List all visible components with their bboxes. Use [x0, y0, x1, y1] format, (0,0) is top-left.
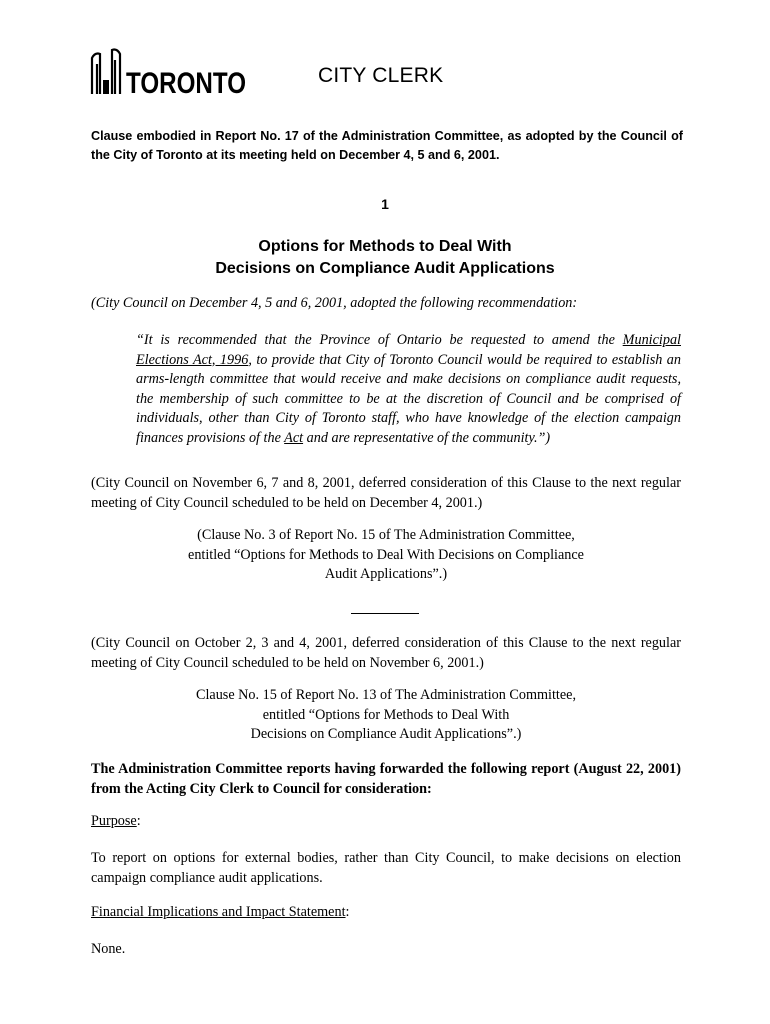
- reference-oct-line-2: entitled “Options for Methods to Deal With: [262, 706, 510, 723]
- title-line-1: Options for Methods to Deal With: [258, 238, 512, 255]
- title-line-2: Decisions on Compliance Audit Applications: [215, 260, 555, 277]
- committee-report-intro: The Administration Committee reports having forwarded the following report (August 22, 2001) from the Acting City Clerk to Council for consideration:: [91, 761, 681, 797]
- reference-oct-line-3: Decisions on Compliance Audit Applications”.): [250, 726, 522, 743]
- section-divider: [351, 613, 419, 614]
- department-title: CITY CLERK: [318, 64, 444, 87]
- reference-nov-line-3: Audit Applications”.): [324, 566, 448, 583]
- purpose-heading: [91, 812, 681, 832]
- purpose-heading-label: Purpose: [91, 813, 137, 829]
- financial-text: None.: [91, 941, 126, 957]
- recommendation-part-2: , to provide that City of Toronto Council would be required to establish an arms-length committee that would receive and make decisions on compliance audit requests, the membership of such committee to be at the discretion of Council and be comprised of individuals, other than City of Toronto staff, who have knowledge of the election campaign finances provisions of the: [136, 351, 681, 446]
- reference-nov-line-1: (Clause No. 3 of Report No. 15 of The Administration Committee,: [197, 527, 575, 543]
- act-name-reference: Municipal Elections Act, 1996: [136, 332, 681, 368]
- financial-heading: [91, 903, 681, 923]
- financial-heading-colon: :: [345, 904, 350, 920]
- purpose-text: To report on options for external bodies, rather than City Council, to make decisions on election campaign compliance audit applications.: [91, 850, 681, 886]
- council-adopted-note: (City Council on December 4, 5 and 6, 2001, adopted the following recommendation:: [91, 295, 578, 311]
- reference-november: [91, 526, 681, 585]
- financial-heading-label: Financial Implications and Impact Statement: [91, 904, 346, 920]
- recommendation-part-1: “It is recommended that the Province of Ontario be requested to amend the: [136, 332, 623, 348]
- document-title: [0, 236, 770, 280]
- reference-oct-line-1: Clause No. 15 of Report No. 13 of The Administration Committee,: [196, 687, 576, 703]
- recommendation-quote: [136, 331, 681, 449]
- city-hall-icon: [90, 46, 250, 100]
- logo-wordmark: TORONTO: [126, 67, 246, 100]
- clause-heading: Clause embodied in Report No. 17 of the Administration Committee, as adopted by the Council of the City of Toronto at its meeting held on December 4, 5 and 6, 2001.: [91, 129, 683, 162]
- deferral-november-note: (City Council on November 6, 7 and 8, 2001, deferred consideration of this Clause to the next regular meeting of City Council scheduled to be held on December 4, 2001.): [91, 475, 681, 511]
- act-reference: Act: [284, 429, 304, 446]
- reference-nov-line-2: entitled “Options for Methods to Deal With Decisions on Compliance: [188, 546, 584, 563]
- clause-number: 1: [381, 196, 389, 212]
- deferral-october-note: (City Council on October 2, 3 and 4, 2001, deferred consideration of this Clause to the next regular meeting of City Council scheduled to be held on November 6, 2001.): [91, 635, 681, 671]
- purpose-heading-colon: :: [136, 813, 141, 829]
- toronto-logo: [90, 46, 250, 100]
- reference-october: [91, 686, 681, 745]
- recommendation-part-3: and are representative of the community.”): [303, 429, 551, 446]
